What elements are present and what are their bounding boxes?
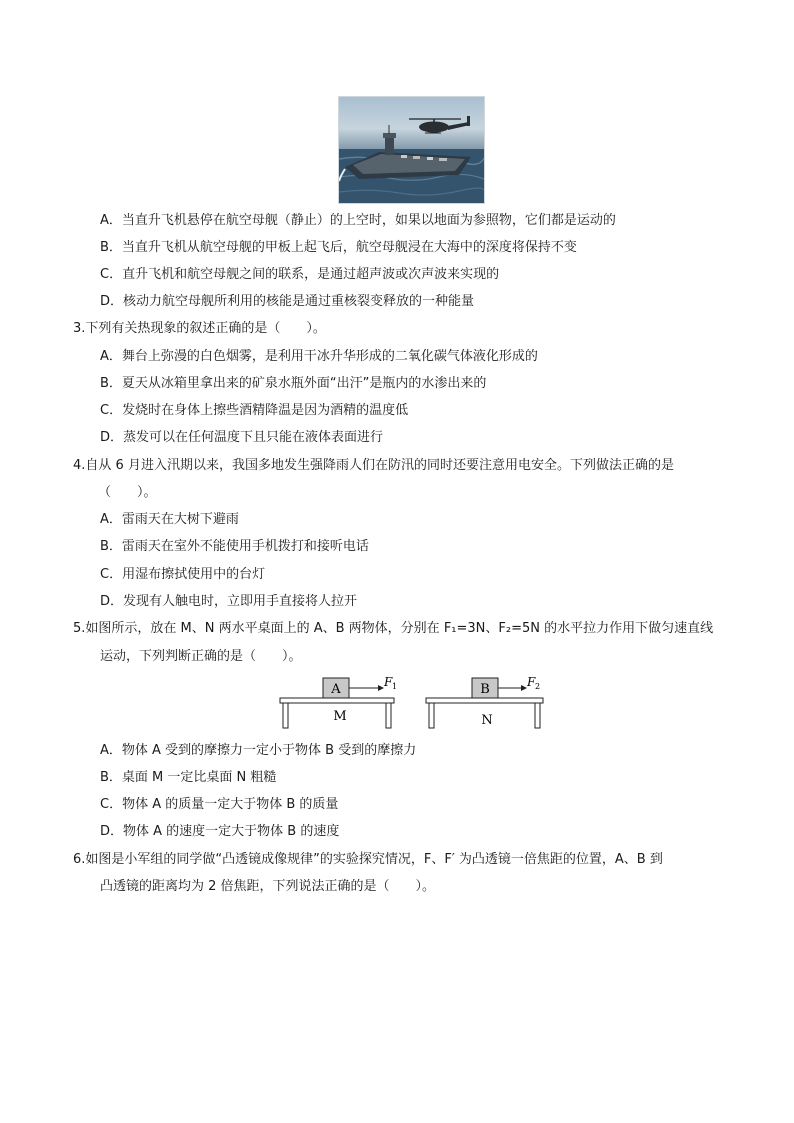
block-b-label: B xyxy=(480,682,490,697)
q3-option-c: C．发烧时在身体上擦些酒精降温是因为酒精的温度低 xyxy=(100,403,409,418)
q3-option-d: D．蒸发可以在任何温度下且只能在液体表面进行 xyxy=(100,430,384,445)
left-table xyxy=(280,676,397,728)
q4-option-c: C．用湿布擦拭使用中的台灯 xyxy=(100,567,266,582)
q4-stem-continued: （ ）。 xyxy=(98,485,157,500)
q2-option-b: B．当直升飞机从航空母舰的甲板上起飞后，航空母舰浸在大海中的深度将保持不变 xyxy=(100,240,577,255)
force-f2-label: F xyxy=(527,676,536,689)
right-table xyxy=(426,676,543,728)
q5-option-d: D．物体 A 的速度一定大于物体 B 的速度 xyxy=(100,824,340,839)
q4-stem: 4.自从 6 月进入汛期以来，我国多地发生强降雨人们在防汛的同时还要注意用电安全。下列做法正确的是 xyxy=(73,458,674,473)
helicopter-carrier-illustration xyxy=(339,97,484,203)
q2-option-c: C．直升飞机和航空母舰之间的联系，是通过超声波或次声波来实现的 xyxy=(100,267,500,282)
q3-option-b: B．夏天从冰箱里拿出来的矿泉水瓶外面“出汗”是瓶内的水渗出来的 xyxy=(100,376,487,391)
friction-tables-diagram xyxy=(278,676,548,732)
q3-option-a: A．舞台上弥漫的白色烟雾，是利用干冰升华形成的二氧化碳气体液化形成的 xyxy=(100,349,538,364)
q5-option-a: A．物体 A 受到的摩擦力一定小于物体 B 受到的摩擦力 xyxy=(100,743,417,758)
q5-option-b: B．桌面 M 一定比桌面 N 粗糙 xyxy=(100,770,277,785)
q5-stem: 5.如图所示，放在 M、N 两水平桌面上的 A、B 两物体，分别在 F₁=3N、F₂=5N 的水平拉力作用下做匀速直线 xyxy=(73,621,714,636)
q4-option-b: B．雷雨天在室外不能使用手机拨打和接听电话 xyxy=(100,539,369,554)
table-m-label: M xyxy=(333,709,347,724)
q5-stem-continued: 运动，下列判断正确的是（ ）。 xyxy=(100,649,302,664)
q2-option-d: D．核动力航空母舰所利用的核能是通过重核裂变释放的一种能量 xyxy=(100,294,475,309)
table-n-label: N xyxy=(481,713,493,728)
q5-option-c: C．物体 A 的质量一定大于物体 B 的质量 xyxy=(100,797,339,812)
q3-stem: 3.下列有关热现象的叙述正确的是（ ）。 xyxy=(73,321,326,336)
q4-option-a: A．雷雨天在大树下避雨 xyxy=(100,512,239,527)
q6-stem-continued: 凸透镜的距离均为 2 倍焦距，下列说法正确的是（ ）。 xyxy=(100,879,436,894)
force-f2-subscript: 2 xyxy=(535,682,541,691)
q4-option-d: D．发现有人触电时，立即用手直接将人拉开 xyxy=(100,594,358,609)
block-a-label: A xyxy=(331,682,341,697)
force-f1-label: F xyxy=(384,676,393,689)
helicopter-carrier-photo xyxy=(338,96,485,204)
force-f1-subscript: 1 xyxy=(392,682,398,691)
q6-stem: 6.如图是小军组的同学做“凸透镜成像规律”的实验探究情况，F、F′ 为凸透镜一倍焦距的位置，A、B 到 xyxy=(73,852,663,867)
q2-option-a: A．当直升飞机悬停在航空母舰（静止）的上空时，如果以地面为参照物，它们都是运动的 xyxy=(100,213,616,228)
